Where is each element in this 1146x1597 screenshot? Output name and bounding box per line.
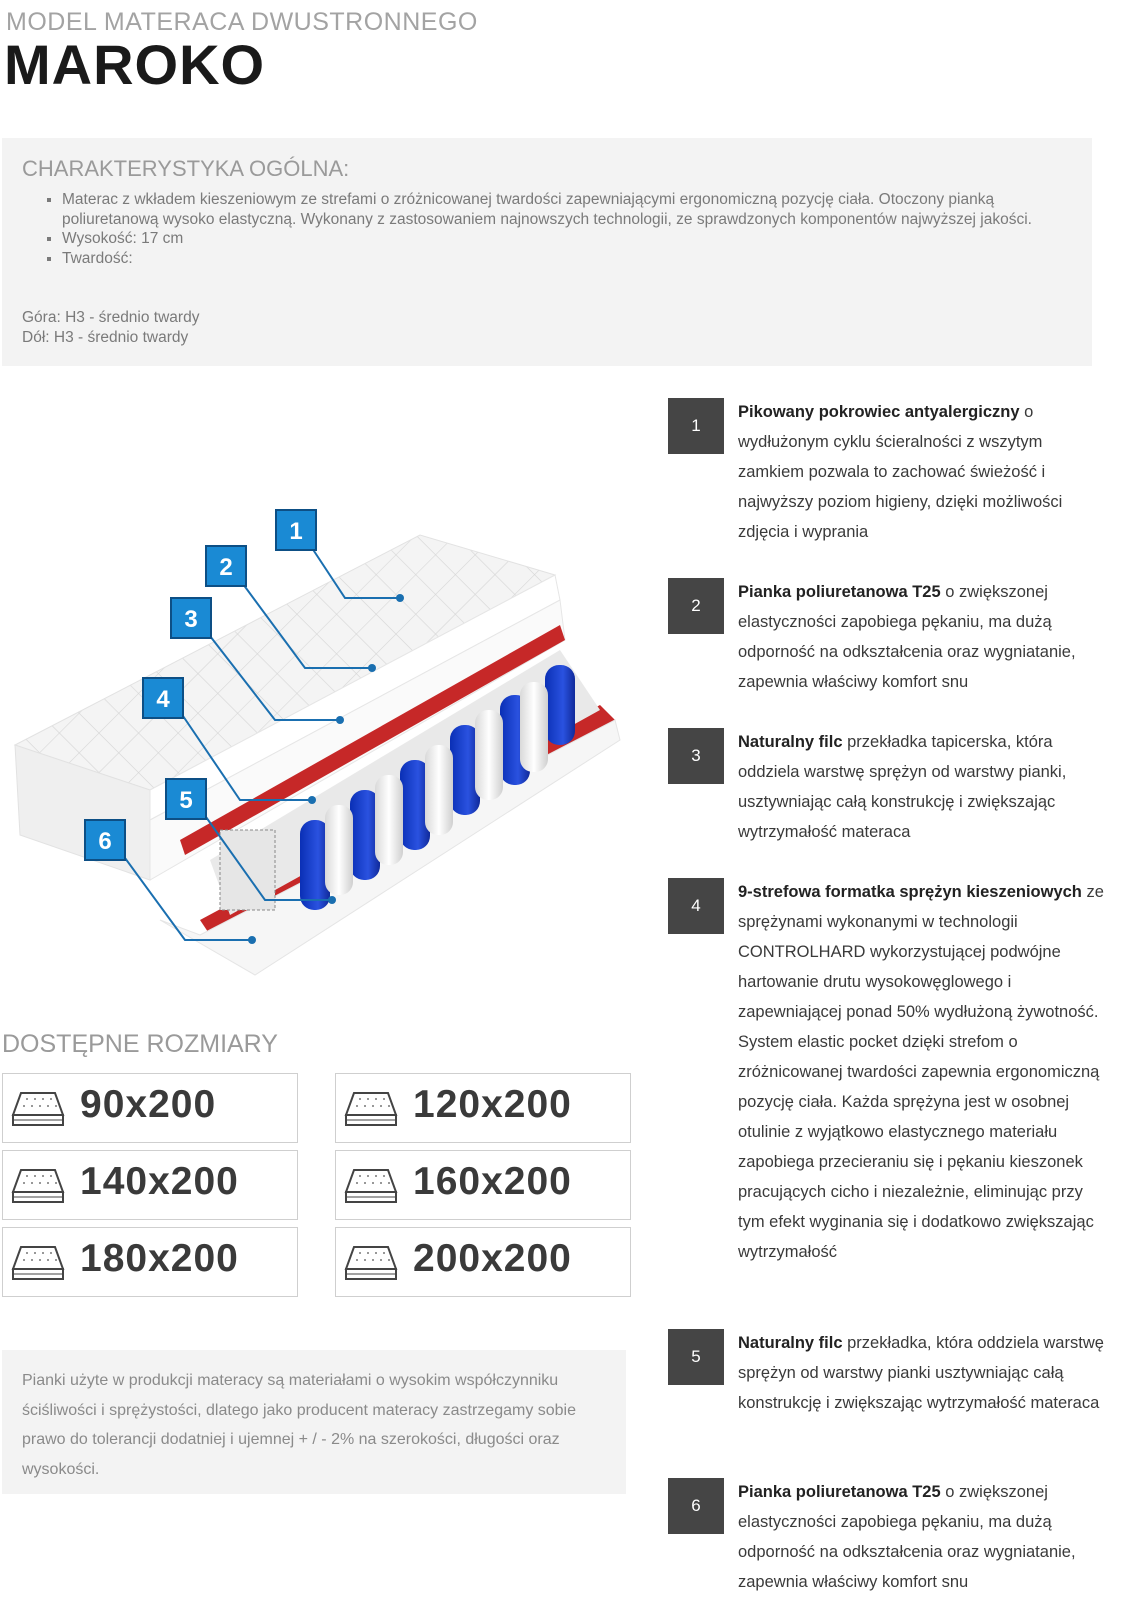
characteristic-item: ▪ Twardość: <box>62 249 1092 269</box>
feature-number-badge: 3 <box>668 728 724 784</box>
callout-6: 6 <box>98 828 112 855</box>
callout-4: 4 <box>156 686 170 713</box>
characteristic-item: ▪ Materac z wkładem kieszeniowym ze strefami o zróżnicowanej twardości zapewniającymi ergonomiczną pozycję ciała. Otoczony pianką poliuretanową wysoko elastyczną. Wykonany z zastosowaniem najnowszych technologii, ze sprawdzonych komponentów najwyższej jakości. <box>62 190 1092 229</box>
feature-description <box>738 577 1110 697</box>
mattress-icon <box>11 1089 65 1129</box>
feature-text: o zwiększonej elastyczności zapobiega pękaniu, ma dużą odporność na odkształcenia oraz wygniatanie, zapewnia właściwy komfort snu <box>738 583 1076 691</box>
size-label: 90x200 <box>80 1083 217 1126</box>
feature-title: Pianka poliuretanowa T25 <box>738 583 941 601</box>
feature-title: Naturalny filc <box>738 733 843 751</box>
feature-description <box>738 397 1110 547</box>
callout-5: 5 <box>179 787 193 814</box>
mattress-icon <box>344 1243 398 1283</box>
feature-text: ze sprężynami wykonanymi w technologii CONTROLHARD wykorzystującej podwójne hartowanie drutu wysokowęglowego i zapewniającej ponad 50% wydłużoną żywotność. System elastic pocket dzięki strefom o zróżnicowanej twardości zapewnia ergonomiczną pozycję ciała. Każda sprężyna jest w osobnej otulinie z wyjątkowo elastycznego materiału zapobiega przecieraniu się i pękaniu kieszonek pracujących cicho i niezależnie, eliminując przy tym efekt wyginania się i dodatkowo zwiększając wytrzymałość <box>738 883 1104 1261</box>
mattress-cross-section-illustration <box>0 390 650 1010</box>
characteristics-heading: CHARAKTERYSTYKA OGÓLNA: <box>22 156 350 181</box>
feature-number-badge: 4 <box>668 878 724 934</box>
hardness-top: Góra: H3 - średnio twardy <box>22 309 200 326</box>
tolerance-note-text: Pianki użyte w produkcji materacy są materiałami o wysokim współczynniku ściśliwości i sprężystości, dlatego jako producent materacy zastrzegamy sobie prawo do tolerancji dodatniej i ujemnej + / - 2% na szerokości, długości oraz wysokości. <box>22 1372 577 1478</box>
feature-description <box>738 1477 1110 1597</box>
mattress-icon <box>344 1089 398 1129</box>
size-label: 200x200 <box>413 1237 572 1280</box>
feature-number-badge: 1 <box>668 398 724 454</box>
hardness-bottom: Dół: H3 - średnio twardy <box>22 329 189 346</box>
feature-text: o wydłużonym cyklu ścieralności z wszytym zamkiem pozwala to zachować świeżość i najwyższy poziom higieny, dzięki możliwości zdjęcia i wyprania <box>738 403 1063 541</box>
feature-title: Pianka poliuretanowa T25 <box>738 1483 941 1501</box>
size-option-160x200[interactable] <box>335 1150 631 1220</box>
feature-description <box>738 727 1110 847</box>
feature-text: o zwiększonej elastyczności zapobiega pękaniu, ma dużą odporność na odkształcenia oraz wygniatanie, zapewnia właściwy komfort snu <box>738 1483 1076 1591</box>
mattress-icon <box>11 1243 65 1283</box>
tolerance-note-panel <box>2 1350 626 1494</box>
sizes-heading: DOSTĘPNE ROZMIARY <box>2 1030 278 1058</box>
feature-description <box>738 1328 1110 1418</box>
size-label: 140x200 <box>80 1160 239 1203</box>
callout-1: 1 <box>289 518 303 545</box>
feature-text: przekładka tapicerska, która oddziela warstwę sprężyn od warstwy pianki, usztywniając całą konstrukcję i zwiększając wytrzymałość materaca <box>738 733 1067 841</box>
callout-2: 2 <box>219 554 233 581</box>
feature-title: Pikowany pokrowiec antyalergiczny <box>738 403 1020 421</box>
feature-title: 9-strefowa formatka sprężyn kieszeniowych <box>738 883 1082 901</box>
size-option-90x200[interactable] <box>2 1073 298 1143</box>
model-title: MAROKO <box>4 33 266 96</box>
feature-title: Naturalny filc <box>738 1334 843 1352</box>
feature-text: przekładka, która oddziela warstwę sprężyn od warstwy pianki usztywniając całą konstrukcję i zwiększając wytrzymałość materaca <box>738 1334 1104 1412</box>
size-option-120x200[interactable] <box>335 1073 631 1143</box>
feature-number-badge: 5 <box>668 1329 724 1385</box>
characteristic-item: ▪ Wysokość: 17 cm <box>62 229 1092 249</box>
size-label: 180x200 <box>80 1237 239 1280</box>
mattress-icon <box>11 1166 65 1206</box>
hardness-info <box>22 308 199 348</box>
model-subtitle: MODEL MATERACA DWUSTRONNEGO <box>6 8 478 36</box>
size-label: 160x200 <box>413 1160 572 1203</box>
feature-description <box>738 877 1110 1267</box>
feature-number-badge: 6 <box>668 1478 724 1534</box>
mattress-icon <box>344 1166 398 1206</box>
characteristics-panel <box>2 138 1092 366</box>
size-option-200x200[interactable] <box>335 1227 631 1297</box>
size-option-180x200[interactable] <box>2 1227 298 1297</box>
size-option-140x200[interactable] <box>2 1150 298 1220</box>
feature-number-badge: 2 <box>668 578 724 634</box>
size-label: 120x200 <box>413 1083 572 1126</box>
callout-3: 3 <box>184 606 198 633</box>
characteristics-list <box>42 190 1092 268</box>
